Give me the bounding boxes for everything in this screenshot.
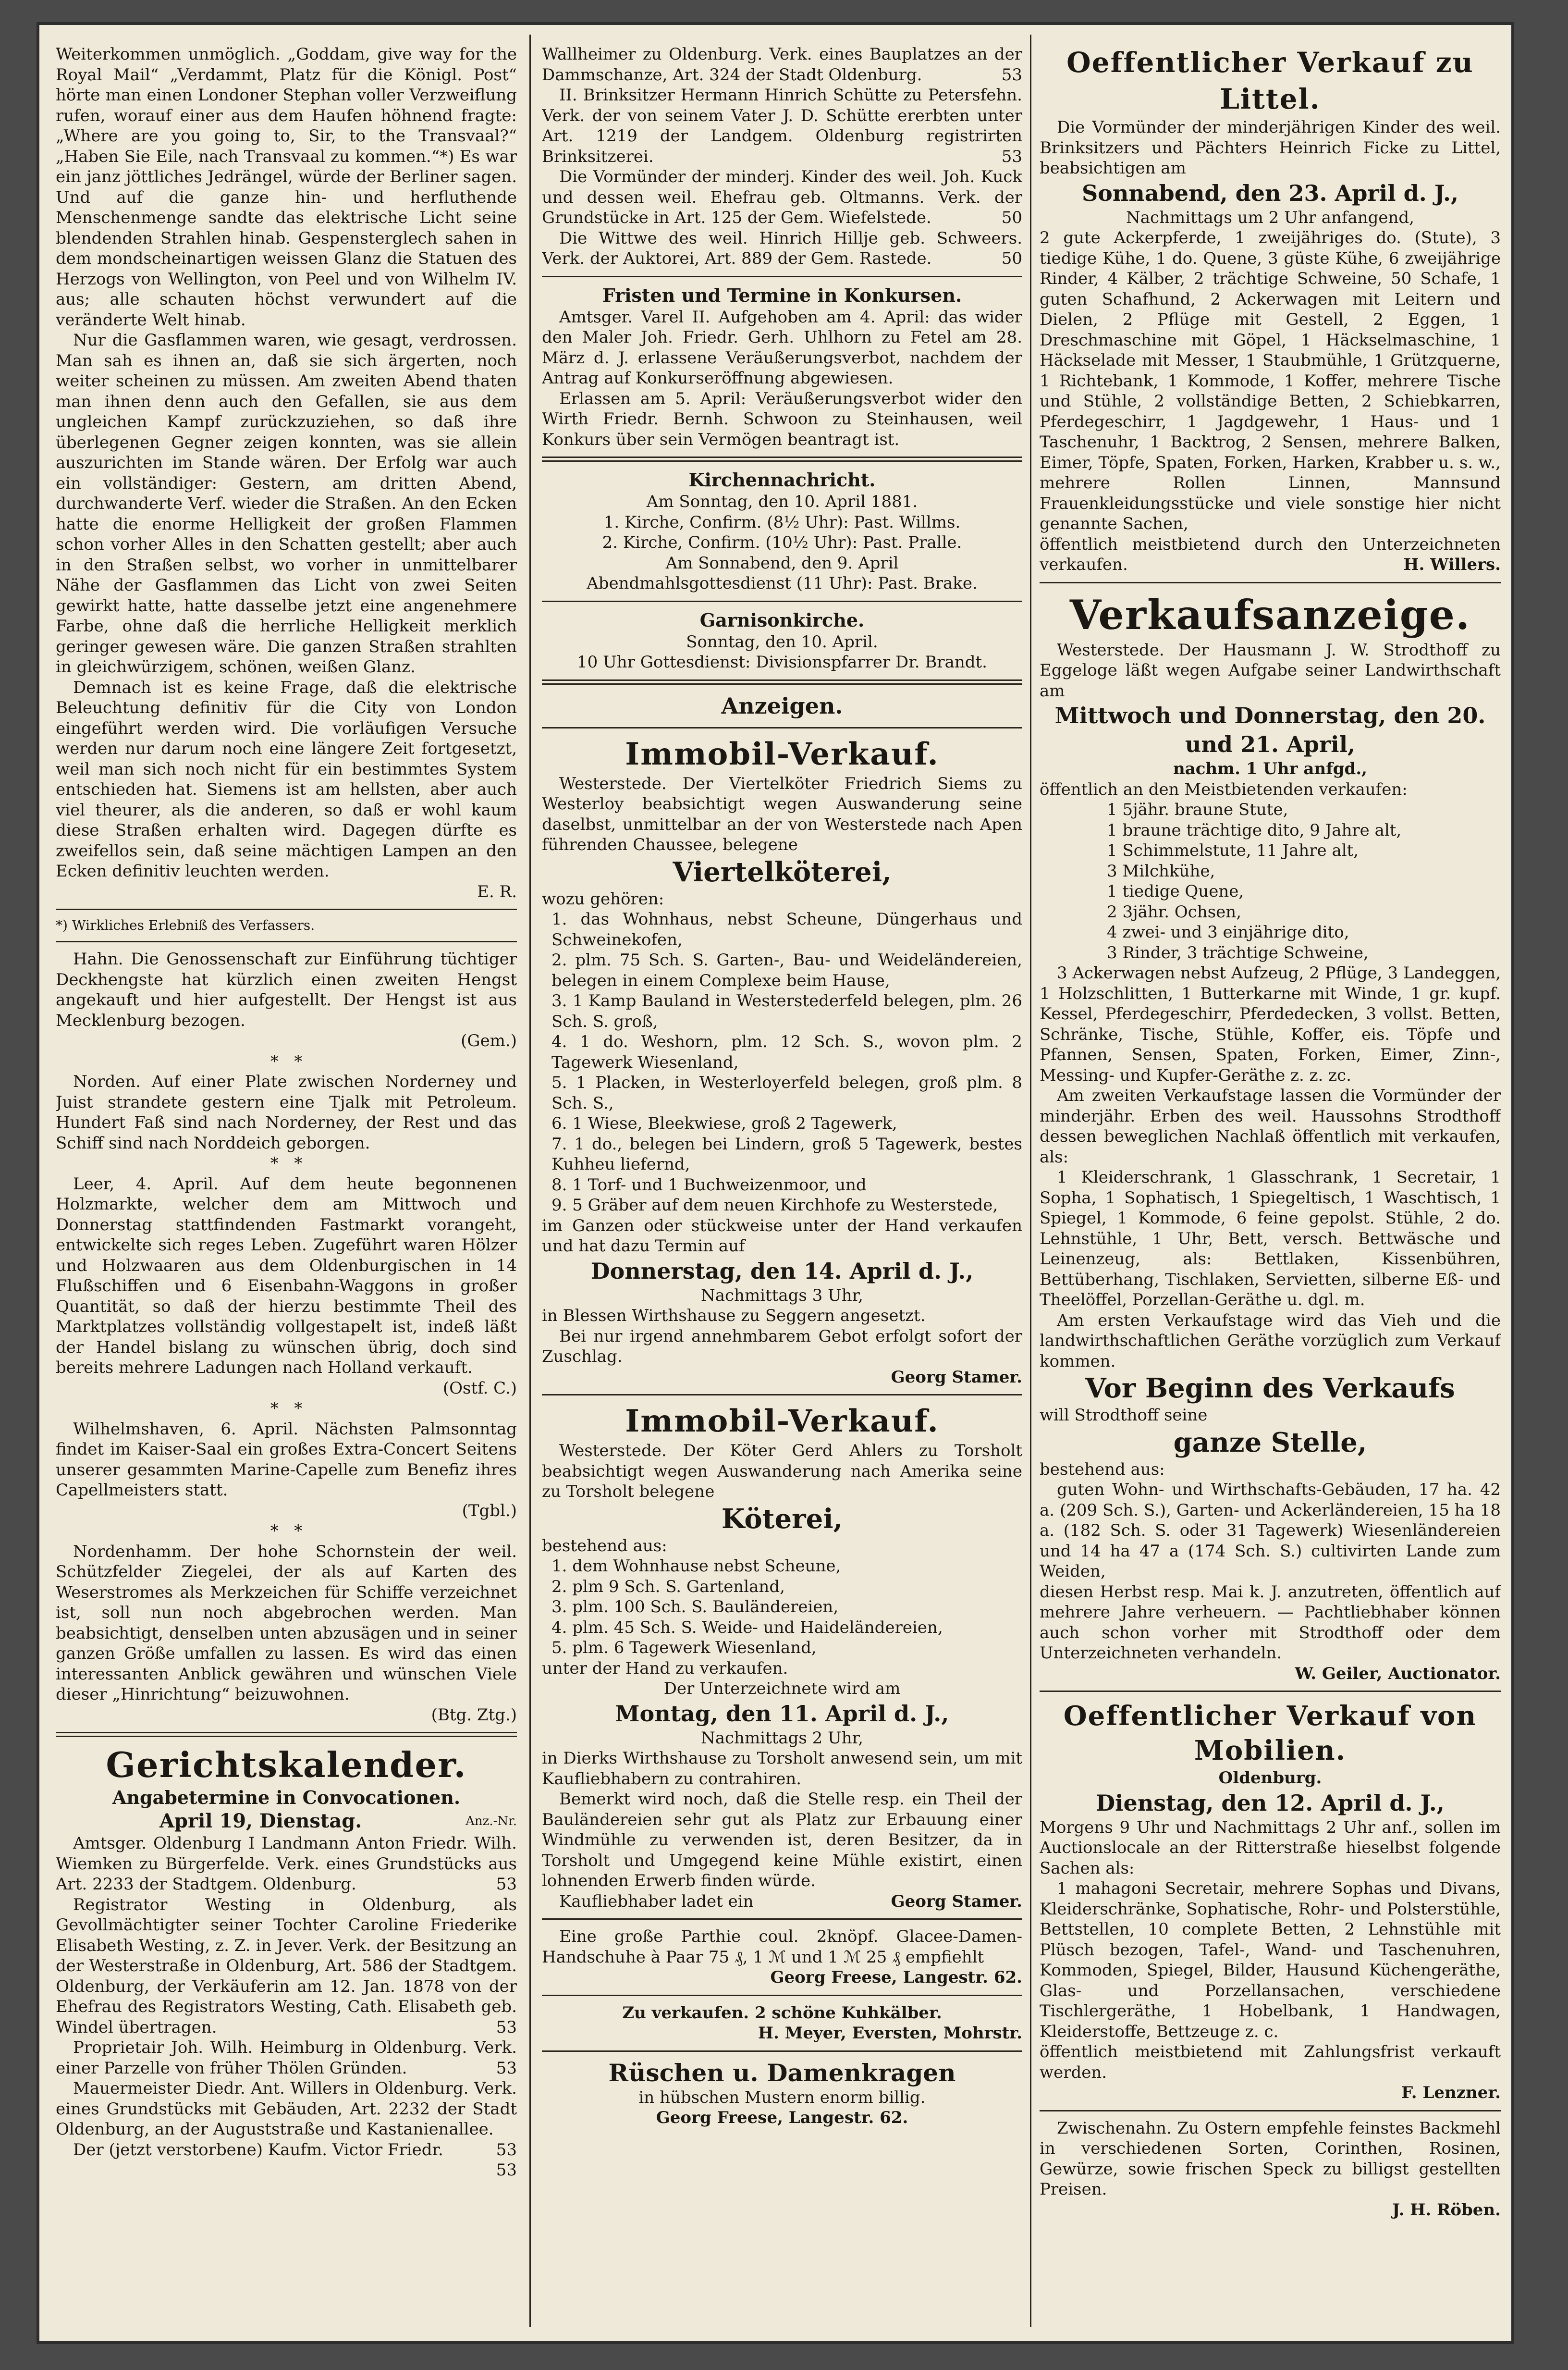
list-item: 1 5jähr. braune Stute,: [1107, 800, 1288, 819]
news-source: (Tgbl.): [462, 1501, 517, 1520]
ad-title: Immobil-Verkauf.: [625, 736, 939, 772]
ad-text: guten Wohn- und Wirthschafts-Gebäuden, 17 ha. 42 a. (209 Sch. S.), Garten- und Ackerländereien, 15 ha 18 a. (182 Sch. S. oder 31 Tagewerk) Wiesenländereien und 14 ha 47 a (174 Sch. S.) cultivirten Lande zum Weiden,: [1040, 1480, 1501, 1581]
news-source: (Gem.): [461, 1031, 517, 1050]
ad-signature: W. Geiler, Auctionator.: [1295, 1664, 1501, 1683]
list-item: 1. dem Wohnhause nebst Scheune,: [551, 1556, 841, 1576]
list-item: 7. 1 do., belegen bei Lindern, groß 5 Tagewerk, bestes Kuhheu liefernd,: [551, 1134, 1022, 1174]
divider: [542, 727, 1022, 728]
ad-title: Oeffentlicher Verkauf von Mobilien.: [1063, 1700, 1477, 1766]
ad-heading: Vor Beginn des Verkaufs: [1085, 1372, 1455, 1404]
article-paragraph: Weiterkommen unmöglich. „Goddam, give way for the Royal Mail“ „Verdammt, Platz für die Königl. Post“ hörte man einen Londoner Stephan voller Verzweiflung rufen, worauf einer aus dem Haufen höhnend fragte: „Where are you going to, Sir, to the Transvaal?“ „Haben Sie Eile, nach Transvaal zu kommen.“*) Es war ein janz jöttliches Jedrängel, würde der Berliner sagen. Und auf die ganze hin- und herfluthende Menschenmenge sandte das elektrische Licht seine blendenden Strahlen hinab. Gespensterglech sahen in dem mondscheinartigen weissen Glanz die Statuen des Herzogs von Wellington, von Peel und von Wilhelm IV. aus; alle schauten höchst verwundert auf die veränderte Welt hinab.: [56, 45, 517, 330]
subsection-title: Angabetermine in Convocationen.: [112, 1787, 461, 1808]
ad-text: in Blessen Wirthshause zu Seggern angesetzt.: [542, 1306, 926, 1325]
subsection-title: Kirchennachricht.: [688, 469, 876, 491]
date-heading: April 19, Dienstag.: [159, 1810, 362, 1832]
ad-text: Der Unterzeichnete wird am: [663, 1679, 901, 1698]
list-item: 1 tiedige Quene,: [1107, 882, 1244, 901]
ad-text: Westerstede. Der Viertelköter Friedrich Siems zu Westerloy beabsichtigt wegen Auswanderung seine daselbst, unmittelbar an der von Westerstede nach Apen führenden Chaussee, belegene: [542, 774, 1022, 854]
list-item: 4. 1 do. Weshorn, plm. 12 Sch. S., wovon plm. 2 Tagewerk Wiesenland,: [551, 1032, 1022, 1072]
ad-time: Nachmittags 2 Uhr,: [700, 1728, 863, 1748]
ad-text: diesen Herbst resp. Mai k. J. anzutreten, öffentlich auf mehrere Jahre verheuern. — Pachtliebhaber können auch schon vorher mit Strodthoff oder dem Unterzeichneten verhandeln.: [1040, 1582, 1501, 1663]
church-line: Am Sonntag, den 10. April 1881.: [646, 492, 918, 511]
list-item: 5. 1 Placken, in Westerloyerfeld belegen, groß plm. 8 Sch. S.,: [551, 1073, 1022, 1113]
ad-date: Sonnabend, den 23. April d. J.,: [1081, 180, 1459, 206]
divider: [542, 1995, 1022, 1996]
column-rule: [529, 35, 531, 2327]
court-entry: Registrator Westing in Oldenburg, als Gevollmächtigter seiner Tochter Caroline Friederike Elisabeth Westing, z. Z. in Jever. Verk. der Besitzung an der Westerstraße in Oldenburg, Art. 586 der Stadtgem. Oldenburg, der Verkäuferin am 12. Jan. 1878 von der Ehefrau des Registrators Westing, Cath. Elisabeth geb. Windel übertragen. 53: [56, 1895, 517, 2037]
ad-text: Morgens 9 Uhr und Nachmittags 2 Uhr anf., sollen im Auctionslocale an der Ritterstraße hieselbst folgende Sachen als:: [1040, 1817, 1501, 1878]
list-item: 8. 1 Torf- und 1 Buchweizenmoor, und: [551, 1175, 867, 1195]
court-entry: Wallheimer zu Oldenburg. Verk. eines Bauplatzes an der Dammschanze, Art. 324 der Stadt Oldenburg. 53: [542, 45, 1022, 85]
ad-signature: Georg Stamer.: [891, 1367, 1022, 1387]
news-source: (Ostf. C.): [442, 1378, 517, 1398]
ad-text: Bemerkt wird noch, daß die Stelle resp. ein Theil der Bauländereien sehr gut als Platz zur Erbauung einer Windmühle zu verwenden ist, deren Besitzer, da in Torsholt und Umgegend keine Mühle existirt, einen lohnenden Erwerb finden würde.: [542, 1790, 1022, 1890]
ad-text: Die Vormünder der minderjährigen Kinder des weil. Brinksitzers und Pächters Heinrich Ficke zu Littel, beabsichtigen am: [1040, 118, 1501, 178]
news-item: Nordenhamm. Der hohe Schornstein der weil. Schützfelder Ziegelei, der als auf Karten des Weserstromes als Merkzeichen für Schiffe verzeichnet ist, soll nun noch abgebrochen werden. Man beabsichtigt, denselben unten abzusägen und in seiner ganzen Größe umfallen zu lassen. Es wird das einen interessanten Anblick gewähren und wünschen Viele dieser „Hinrichtung“ beizuwohnen.: [56, 1542, 517, 1704]
article-signature: E. R.: [477, 882, 517, 901]
property-list: [542, 909, 1022, 1216]
ad-text: unter der Hand zu verkaufen.: [542, 1658, 788, 1678]
church-line: Am Sonnabend, den 9. April: [665, 553, 899, 573]
column-left: Weiterkommen unmöglich. „Goddam, give way for the Royal Mail“ „Verdammt, Platz für die Königl. Post“ hörte man einen Londoner Stephan voller Verzweiflung rufen, worauf einer aus dem Haufen höhnend fragte: „Where are you going to, Sir, to the Transvaal?“ „Haben Sie Eile, nach Transvaal zu kommen.“*) Es war ein janz jöttliches Jedrängel, würde der Berliner sagen. Und auf die ganze hin- und herfluthende Menschenmenge sandte das elektrische Licht seine blendenden Strahlen hinab. Gespensterglech sahen in dem mondscheinartigen weissen Glanz die Statuen des Herzogs von Wellington, von Peel und von Wilhelm IV. aus; alle schauten höchst verwundert auf die veränderte Welt hinab. Nur die Gasflammen waren, wie gesagt, verdrossen. Man sah es ihnen an, daß sie sich ärgerten, noch weiter scheinen zu müssen. Am zweiten Abend thaten man ihnen denn auch den Gefallen, sie aus dem ungleichen Kampf zurückzuziehen, so daß ihre überlegenen Gegner zeigen konnten, was sie allein auszurichten im Stande wären. Der Erfolg war auch ein vollständiger: Gestern, am dritten Abend, durchwanderte Verf. wieder die Straßen. An den Ecken hatte die enorme Helligkeit der großen Flammen schon vorher Alles in den Schatten gestellt; aber auch in den Straßen selbst, wo vorher in unmittelbarer Nähe der Gasflammen das Licht von zwei Seiten gewirkt hatte, hatte dasselbe jetzt eine angenehmere Farbe, ohne daß die herrliche Helligkeit merklich geringer gewesen wäre. Die ganzen Straßen strahlten in gleichwürzigem, schönen, weißen Glanz. Demnach ist es keine Frage, daß die elektrische Beleuchtung definitiv für die City von London eingeführt werden wird. Die vorläufigen Versuche werden nur darum noch eine längere Zeit fortgesetzt, weil man sich noch nicht für ein bestimmtes System entschieden hat. Siemens ist am hellsten, aber auch viel theurer, als die anderen, so daß er wohl kaum diese Straßen erhalten wird. Dagegen dürfte es zweifellos sein, daß seine mächtigen Lampen an den Ecken definitiv leuchten werden. E. R. *) Wirkliches Erlebniß des Verfassers. Hahn. Die Genossenschaft zur Einführung tüchtiger Deckhengste hat kürzlich einen zweiten Hengst angekauft und hier aufgestellt. Der Hengst ist aus Mecklenburg bezogen. (Gem.) * * Norden. Auf einer Plate zwischen Norderney und Juist strandete gestern eine Tjalk mit Petroleum. Hundert Faß sind nach Norderney, der Rest und das Schiff sind nach Norddeich geborgen. * * Leer, 4. April. Auf dem heute begonnenen Holzmarkte, welcher dem am Mittwoch und Donnerstag stattfindenden Fastmarkt vorangeht, entwickelte sich reges Leben. Zugeführt waren Hölzer und Holzwaaren aus dem Oldenburgischen in 14 Flußschiffen und 6 Eisenbahn-Waggons in großer Quantität, so daß der hierzu bestimmte Theil des Marktplatzes vollständig vollgestapelt ist, indeß läßt der Handel bislang zu wünschen übrig, doch sind bereits mehrere Ladungen nach Holland verkauft. (Ostf. C.) * * Wilhelmshaven, 6. April. Nächsten Palmsonntag findet im Kaiser-Saal ein großes Extra-Concert Seitens unserer gesammten Marine-Capelle zum Benefiz ihres Capellmeisters statt. (Tgbl.) * * Nordenhamm. Der hohe Schornstein der weil. Schützfelder Ziegelei, der als auf Karten des Weserstromes als Merkzeichen für Schiffe verzeichnet ist, soll nun noch abgebrochen werden. Man beabsichtigt, denselben unten abzusägen und in seiner ganzen Größe umfallen zu lassen. Es wird das einen interessanten Anblick gewähren und wünschen Viele dieser „Hinrichtung“ beizuwohnen. (Btg. Ztg.) Gerichtskalender. Angabetermine in Convocationen. April 19, Dienstag. Anz.-Nr. Amtsger. Oldenburg I Landmann Anton Friedr. Wilh. Wiemken zu Bürgerfelde. Verk. eines Grundstücks aus Art. 2233 der Stadtgem. Oldenburg. 53 Registrator Westing in Oldenburg, als Gevollmächtigter seiner Tochter Caroline Friederike Elisabeth Westing, z. Z. in Jever. Verk. der Besitzung an der Westerstraße in Oldenburg, Art. 586 der Stadtgem. Oldenburg, der Verkäuferin am 12. Jan. 1878 von der Ehefrau des Registrators Westing, Cath. Elisabeth geb. Windel übertragen. 53 Proprietair Joh. Wilh. Heimburg in Oldenburg. Verk. einer Parzelle von früher Thölen Gründen. 53 Mauermeister Diedr. Ant. Willers in Oldenburg. Verk. eines Grundstücks mit Gebäuden, Art. 2232 der Stadt Oldenburg, an der Auguststraße und Kastanienallee. 53 Der (jetzt verstorbene) Kaufm. Victor Friedr. 53: [56, 45, 517, 2180]
court-entry: II. Brinksitzer Hermann Hinrich Schütte zu Petersfehn. Verk. der von seinem Vater J. D. Schütte ererbten unter Art. 1219 der Landgem. Oldenburg registrirten Brinksitzerei. 53: [542, 86, 1022, 166]
divider: [542, 601, 1022, 602]
ad-text: öffentlich an den Meistbietenden verkaufen:: [1040, 779, 1408, 799]
list-item: 3. plm. 100 Sch. S. Bauländereien,: [551, 1597, 839, 1617]
ad-text: will Strodthoff seine: [1040, 1406, 1208, 1425]
ad-text: bestehend aus:: [1040, 1459, 1165, 1479]
double-divider: [56, 1732, 517, 1737]
subsection-title: Fristen und Termine in Konkursen.: [602, 284, 962, 306]
list-item: 1 braune trächtige dito, 9 Jahre alt,: [1107, 820, 1402, 840]
ad-signature: Georg Freese, Langestr. 62.: [770, 1968, 1022, 1987]
column-middle: [542, 44, 1022, 2322]
column-rule: [1030, 35, 1031, 2327]
court-entry: Proprietair Joh. Wilh. Heimburg in Oldenburg. Verk. einer Parzelle von früher Thölen Gründen. 53: [56, 2038, 517, 2078]
church-line: 2. Kirche, Confirm. (10½ Uhr): Past. Pralle.: [602, 533, 962, 552]
ad-text: Kaufliebhaber ladet ein Georg Stamer.: [559, 1891, 1022, 1911]
ad-date: und 21. April,: [1185, 731, 1356, 757]
ad-text: Eine große Parthie coul. 2knöpf. Glacee-Damen-Handschuhe à Paar 75 ₰, 1 ℳ und 1 ℳ 25 ₰ empfiehlt: [542, 1927, 1022, 1967]
court-entry: Die Vormünder der minderj. Kinder des weil. Joh. Kuck und dessen weil. Ehefrau geb. Oltmanns. Verk. der Grundstücke in Art. 125 der Gem. Wiefelstede. 50: [542, 167, 1022, 227]
ad-heading: Köterei,: [721, 1503, 843, 1535]
church-line: 10 Uhr Gottesdienst: Divisionspfarrer Dr. Brandt.: [577, 653, 987, 672]
ad-text: Zu verkaufen. 2 schöne Kuhkälber.: [622, 2003, 942, 2023]
list-item: 9. 5 Gräber auf dem neuen Kirchhofe zu Westerstede,: [551, 1196, 998, 1215]
ad-text: 3 Ackerwagen nebst Aufzeug, 2 Pflüge, 3 Landeggen, 1 Holzschlitten, 1 Butterkarne mit Winde, 1 gr. kupf. Kessel, Pferdegeschirr, Pferdedecken, 3 vollst. Betten, Schränke, Tische, Stühle, Koffer, eis. Töpfe und Pfannen, Sensen, Spaten, Forken, Eimer, Zinn-, Messing- und Kupfer-Geräthe z. z. zc.: [1040, 963, 1501, 1085]
column-label: Anz.-Nr.: [466, 1814, 517, 1828]
divider: [542, 1394, 1022, 1395]
divider: [1040, 1691, 1501, 1692]
ad-time: Nachmittags 3 Uhr,: [700, 1285, 863, 1305]
news-item: Leer, 4. April. Auf dem heute begonnenen Holzmarkte, welcher dem am Mittwoch und Donnerstag stattfindenden Fastmarkt vorangeht, entwickelte sich reges Leben. Zugeführt waren Hölzer und Holzwaaren aus dem Oldenburgischen in 14 Flußschiffen und 6 Eisenbahn-Waggons in großer Quantität, so daß der hierzu bestimmte Theil des Marktplatzes vollständig vollgestapelt ist, indeß läßt der Handel bislang zu wünschen übrig, doch sind bereits mehrere Ladungen nach Holland verkauft.: [56, 1174, 517, 1377]
notice-text: Erlassen am 5. April: Veräußerungsverbot wider den Wirth Friedr. Bernh. Schwoon zu Steinhausen, weil Konkurs über sein Vermögen beantragt ist.: [542, 389, 1022, 449]
church-line: Sonntag, den 10. April.: [686, 632, 878, 652]
ad-text: bestehend aus:: [542, 1536, 667, 1555]
ad-text: öffentlich meistbietend mit Zahlungsfrist verkauft werden.: [1040, 2042, 1501, 2082]
ad-signature: J. H. Röben.: [1392, 2200, 1501, 2220]
column-right: [1040, 44, 1501, 2322]
church-line: Abendmahlsgottesdienst (11 Uhr): Past. Brake.: [587, 574, 978, 593]
list-item: 1. das Wohnhaus, nebst Scheune, Düngerhaus und Schweinekofen,: [551, 910, 1022, 950]
list-item: 6. 1 Wiese, Bleekwiese, groß 2 Tagewerk,: [551, 1114, 897, 1133]
divider: [542, 2050, 1022, 2052]
news-item: Hahn. Die Genossenschaft zur Einführung tüchtiger Deckhengste hat kürzlich einen zweiten Hengst angekauft und hier aufgestellt. Der Hengst ist aus Mecklenburg bezogen.: [56, 950, 517, 1030]
ad-text: in Dierks Wirthshause zu Torsholt anwesend sein, um mit Kaufliebhabern zu contrahiren.: [542, 1749, 1022, 1789]
ad-text: 1 mahagoni Secretair, mehrere Sophas und Divans, Kleiderschränke, Sophatische, Rohr- und Polsterstühle, Bettstellen, 10 complete Betten, 2 Lehnstühle mit Plüsch bezogen, Tafel-, Wand- und Taschenuhren, Kommoden, Spiegel, Bilder, Hausund Küchengeräthe, Glas- und Porzellansachen, verschiedene Tischlergeräthe, 1 Hobelbank, 1 Handwagen, Kleiderstoffe, Bettzeuge z. c.: [1040, 1879, 1501, 2041]
court-entry: Mauermeister Diedr. Ant. Willers in Oldenburg. Verk. eines Grundstücks mit Gebäuden, Art. 2232 der Stadt Oldenburg, an der Auguststraße und Kastanienallee. 53: [56, 2079, 517, 2160]
ad-text: 2 gute Ackerpferde, 1 zweijähriges do. (Stute), 3 tiedige Kühe, 1 do. Quene, 3 güste Kühe, 6 zweijährige Rinder, 4 Kälber, 2 trächtige Schweine, 50 Schafe, 1 guten Schafhund, 2 Ackerwagen mit Leitern und Dielen, 2 Pflüge mit Gestell, 2 Eggen, 1 Dreschmaschine mit Göpel, 1 Häckselmaschine, 1 Häckselade mit Messer, 1 Staubmühle, 1 Grützquerne, 1 Richtebank, 1 Kommode, 1 Koffer, mehrere Tische und Stühle, 2 vollständige Betten, 2 Schiebkarren, Pferdegeschirr, 1 Jagdgewehr, 1 Haus- und 1 Taschenuhr, 1 Backtrog, 2 Sensen, mehrere Balken, Eimer, Töpfe, Spaten, Forken, Harken, Krabber u. s. w., mehrere Rollen Linnen, Mannsund Frauenkleidungsstücke und viele sonstige hier nicht genannte Sachen,: [1040, 228, 1501, 533]
divider: [56, 941, 517, 942]
ad-heading: ganze Stelle,: [1173, 1426, 1367, 1458]
ad-date: Dienstag, den 12. April d. J.,: [1096, 1790, 1445, 1816]
section-title: Gerichtskalender.: [106, 1744, 467, 1785]
ad-time: nachm. 1 Uhr anfgd.,: [1173, 759, 1368, 778]
list-item: 1 Schimmelstute, 11 Jahre alt,: [1107, 841, 1359, 860]
article-paragraph: Nur die Gasflammen waren, wie gesagt, verdrossen. Man sah es ihnen an, daß sie sich ärgerten, noch weiter scheinen zu müssen. Am zweiten Abend thaten man ihnen denn auch den Gefallen, sie aus dem ungleichen Kampf zurückzuziehen, so daß ihre überlegenen Gegner zeigen konnten, was sie allein auszurichten im Stande wären. Der Erfolg war auch ein vollständiger: Gestern, am dritten Abend, durchwanderte Verf. wieder die Straßen. An den Ecken hatte die enorme Helligkeit der großen Flammen schon vorher Alles in den Schatten gestellt; aber auch in den Straßen selbst, wo vorher in unmittelbarer Nähe der Gasflammen das Licht von zwei Seiten gewirkt hatte, hatte dasselbe jetzt eine angenehmere Farbe, ohne daß die herrliche Helligkeit merklich geringer gewesen wäre. Die ganzen Straßen strahlten in gleichwürzigem, schönen, weißen Glanz.: [56, 331, 517, 677]
notice-text: Amtsger. Varel II. Aufgehoben am 4. April: das wider den Maler Joh. Friedr. Gerh. Uhlhorn zu Fetel am 28. März d. J. erlassene Veräußerungsverbot, nachdem der Antrag auf Konkurseröffnung abgewiesen.: [542, 307, 1022, 388]
church-line: 1. Kirche, Confirm. (8½ Uhr): Past. Willms.: [603, 512, 961, 532]
divider: [542, 276, 1022, 277]
ad-text: Westerstede. Der Köter Gerd Ahlers zu Torsholt beabsichtigt wegen Auswanderung nach Amerika seine zu Torsholt belegene: [542, 1441, 1022, 1501]
list-item: 5. plm. 6 Tagewerk Wiesenland,: [551, 1638, 817, 1657]
ad-text: Westerstede. Der Hausmann J. W. Strodthoff zu Eggeloge läßt wegen Aufgabe seiner Landwirthschaft am: [1040, 640, 1501, 701]
ad-text: in hübschen Mustern enorm billig.: [638, 2087, 926, 2107]
ad-text: im Ganzen oder stückweise unter der Hand verkaufen und hat dazu Termin auf: [542, 1216, 1022, 1256]
divider: [56, 909, 517, 910]
ad-heading: Viertelköterei,: [673, 856, 892, 888]
news-item: Norden. Auf einer Plate zwischen Norderney und Juist strandete gestern eine Tjalk mit Petroleum. Hundert Faß sind nach Norderney, der Rest und das Schiff sind nach Norddeich geborgen.: [56, 1072, 517, 1153]
double-divider: [542, 679, 1022, 685]
list-item: 3 Milchkühe,: [1107, 861, 1215, 881]
ad-date: Montag, den 11. April d. J.,: [615, 1700, 949, 1727]
court-entry: Der (jetzt verstorbene) Kaufm. Victor Friedr. 53: [73, 2140, 517, 2180]
list-item: 4. plm. 45 Sch. S. Weide- und Haideländereien,: [551, 1617, 943, 1637]
double-divider: [542, 457, 1022, 462]
subsection-title: Garnisonkirche.: [699, 609, 865, 631]
list-item: 3 Rinder, 3 trächtige Schweine,: [1107, 943, 1369, 963]
ad-text: Am zweiten Verkaufstage lassen die Vormünder der minderjähr. Erben des weil. Haussohns Strodthoff dessen beweglichen Nachlaß öffentlich mit verkaufen, als:: [1040, 1086, 1501, 1167]
ad-text: Zwischenahn. Zu Ostern empfehle feinstes Backmehl in verschiedenen Sorten, Corinthen, Rosinen, Gewürze, sowie frischen Speck zu billigst gestellten Preisen.: [1040, 2118, 1501, 2199]
list-item: 3. 1 Kamp Bauland in Westerstederfeld belegen, plm. 26 Sch. S. groß,: [551, 991, 1022, 1031]
article-paragraph: Demnach ist es keine Frage, daß die elektrische Beleuchtung definitiv für die City von London eingeführt werden wird. Die vorläufigen Versuche werden nur darum noch eine längere Zeit fortgesetzt, weil man sich noch nicht für ein bestimmtes System entschieden hat. Siemens ist am hellsten, aber auch viel theurer, als die anderen, so daß er wohl kaum diese Straßen erhalten wird. Dagegen dürfte es zweifellos sein, daß seine mächtigen Lampen an den Ecken definitiv leuchten werden.: [56, 678, 517, 881]
section-title: Anzeigen.: [721, 692, 843, 719]
divider: [1040, 2110, 1501, 2111]
ad-title: Rüschen u. Damenkragen: [608, 2058, 956, 2087]
court-entry: Amtsger. Oldenburg I Landmann Anton Friedr. Wilh. Wiemken zu Bürgerfelde. Verk. eines Grundstücks aus Art. 2233 der Stadtgem. Oldenburg. 53: [56, 1834, 517, 1894]
list-item: 2. plm 9 Sch. S. Gartenland,: [551, 1577, 785, 1596]
ad-text: 1 Kleiderschrank, 1 Glasschrank, 1 Secretair, 1 Sopha, 1 Sophatisch, 1 Spiegeltisch, 1 Waschtisch, 1 Spiegel, 1 Kommode, 6 feine gepolst. Stühle, 2 do. Lehnstühle, 1 Uhr, Bett, versch. Bettwäsche und Leinenzeug, als: Bettlaken, Kissenbühren, Bettüberhang, Tischlaken, Servietten, silberne Eß- und Theelöffel, Porzellan-Geräthe u. dgl. m.: [1040, 1168, 1501, 1309]
ad-text: wozu gehören:: [542, 889, 664, 909]
ad-date: Donnerstag, den 14. April d. J.,: [590, 1258, 974, 1284]
newspaper-page: [39, 25, 1511, 2341]
list-item: 4 zwei- und 3 einjährige dito,: [1107, 923, 1349, 942]
ad-title: Verkaufsanzeige.: [1069, 591, 1471, 639]
ad-signature: Georg Freese, Langestr. 62.: [656, 2108, 908, 2127]
ad-text: öffentlich meistbietend durch den Unterzeichneten verkaufen. H. Willers.: [1040, 534, 1501, 574]
news-item: Wilhelmshaven, 6. April. Nächsten Palmsonntag findet im Kaiser-Saal ein großes Extra-Concert Seitens unserer gesammten Marine-Capelle zum Benefiz ihres Capellmeisters statt.: [56, 1419, 517, 1500]
ad-place: Oldenburg.: [1218, 1768, 1322, 1788]
footnote: *) Wirkliches Erlebniß des Verfassers.: [56, 917, 315, 933]
ad-text: Bei nur irgend annehmbarem Gebot erfolgt sofort der Zuschlag.: [542, 1326, 1022, 1366]
ad-text: Am ersten Verkaufstage wird das Vieh und die landwirthschaftlichen Geräthe vorzüglich zum Verkauf kommen.: [1040, 1310, 1501, 1371]
ad-signature: F. Lenzner.: [1401, 2083, 1501, 2102]
list-item: 2. plm. 75 Sch. S. Garten-, Bau- und Weideländereien, belegen in einem Complexe beim Hause,: [551, 950, 1022, 990]
divider: [1040, 582, 1501, 583]
divider: [542, 1918, 1022, 1920]
court-entry: Die Wittwe des weil. Hinrich Hillje geb. Schweers. Verk. der Auktorei, Art. 889 der Gem. Rastede. 50: [542, 228, 1022, 268]
ad-title: Oeffentlicher Verkauf zu Littel.: [1066, 46, 1474, 115]
ad-signature: H. Meyer, Eversten, Mohrstr.: [758, 2024, 1022, 2043]
ad-time: Nachmittags um 2 Uhr anfangend,: [1126, 208, 1414, 227]
news-source: (Btg. Ztg.): [431, 1705, 517, 1725]
ad-date: Mittwoch und Donnerstag, den 20.: [1054, 703, 1486, 728]
list-item: 2 3jähr. Ochsen,: [1107, 902, 1242, 922]
livestock-list: [1040, 800, 1501, 963]
property-list: [542, 1556, 1022, 1658]
ad-title: Immobil-Verkauf.: [625, 1403, 939, 1439]
